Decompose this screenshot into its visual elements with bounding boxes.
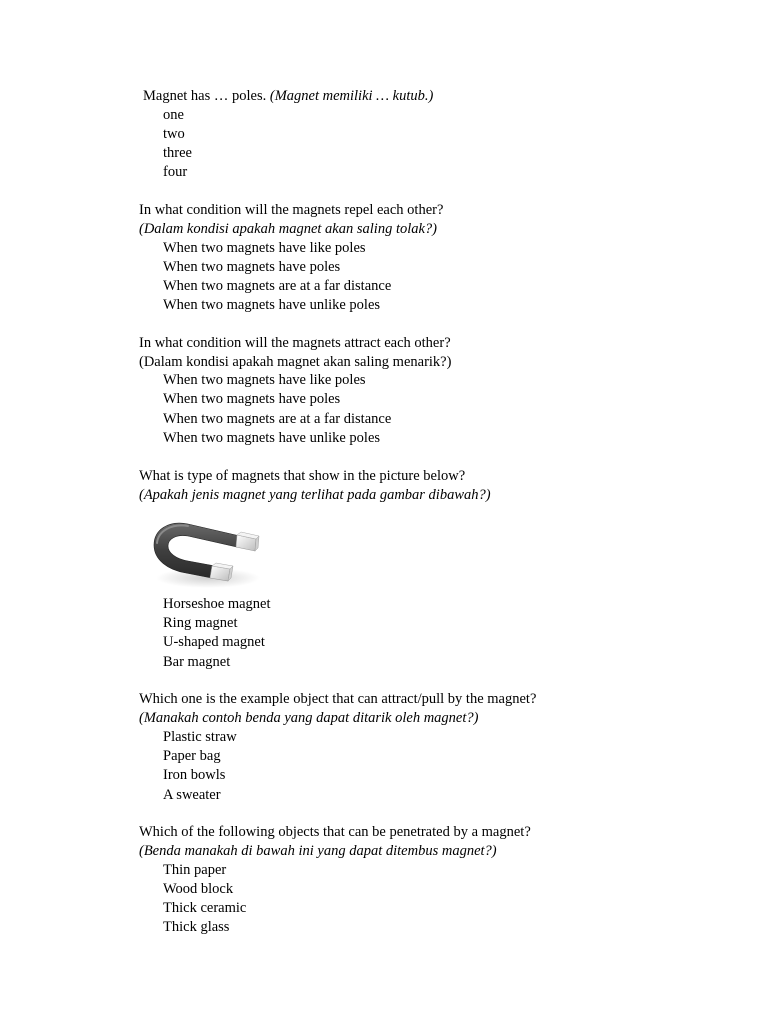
question-2-option-4: When two magnets have unlike poles	[163, 297, 381, 313]
question-5-option-3: Iron bowls	[163, 767, 226, 783]
question-2-option-2: When two magnets have poles	[163, 259, 341, 275]
question-3-option-3: When two magnets are at a far distance	[163, 411, 392, 427]
question-3-option-2: When two magnets have poles	[163, 391, 341, 407]
question-1-option-4: four	[163, 164, 188, 180]
question-4-option-4: Bar magnet	[163, 654, 231, 670]
question-5-option-4: A sweater	[163, 787, 221, 803]
question-6-option-2: Wood block	[163, 881, 234, 897]
question-3-text: In what condition will the magnets attract each other?	[139, 335, 451, 351]
question-2-option-3: When two magnets are at a far distance	[163, 278, 392, 294]
question-6-text: Which of the following objects that can be penetrated by a magnet?	[139, 824, 531, 840]
question-1-option-2: two	[163, 126, 185, 142]
horseshoe-magnet-icon	[148, 518, 266, 590]
question-1	[143, 87, 433, 106]
question-4-translation: (Apakah jenis magnet yang terlihat pada gambar dibawah?)	[139, 487, 491, 503]
question-4-option-2: Ring magnet	[163, 615, 238, 631]
question-6-option-1: Thin paper	[163, 862, 227, 878]
question-3-option-4: When two magnets have unlike poles	[163, 430, 381, 446]
question-5-option-1: Plastic straw	[163, 729, 237, 745]
question-6-option-4: Thick glass	[163, 919, 230, 935]
question-1-translation: (Magnet memiliki … kutub.)	[269, 88, 434, 104]
question-2-translation: (Dalam kondisi apakah magnet akan saling tolak?)	[139, 221, 438, 237]
question-3-option-1: When two magnets have like poles	[163, 372, 366, 388]
question-1-text: Magnet has … poles.	[143, 88, 267, 104]
question-4-option-1: Horseshoe magnet	[163, 596, 271, 612]
question-6-translation: (Benda manakah di bawah ini yang dapat ditembus magnet?)	[139, 843, 497, 859]
question-5-option-2: Paper bag	[163, 748, 221, 764]
question-6-option-3: Thick ceramic	[163, 900, 247, 916]
question-3-translation: (Dalam kondisi apakah magnet akan saling menarik?)	[139, 354, 452, 370]
question-1-option-3: three	[163, 145, 192, 161]
question-4-option-3: U-shaped magnet	[163, 634, 265, 650]
question-5-translation: (Manakah contoh benda yang dapat ditarik oleh magnet?)	[139, 710, 479, 726]
question-1-option-1: one	[163, 107, 184, 123]
question-4-text: What is type of magnets that show in the picture below?	[139, 468, 466, 484]
question-2-option-1: When two magnets have like poles	[163, 240, 366, 256]
question-5-text: Which one is the example object that can attract/pull by the magnet?	[139, 691, 537, 707]
question-2-text: In what condition will the magnets repel each other?	[139, 202, 444, 218]
